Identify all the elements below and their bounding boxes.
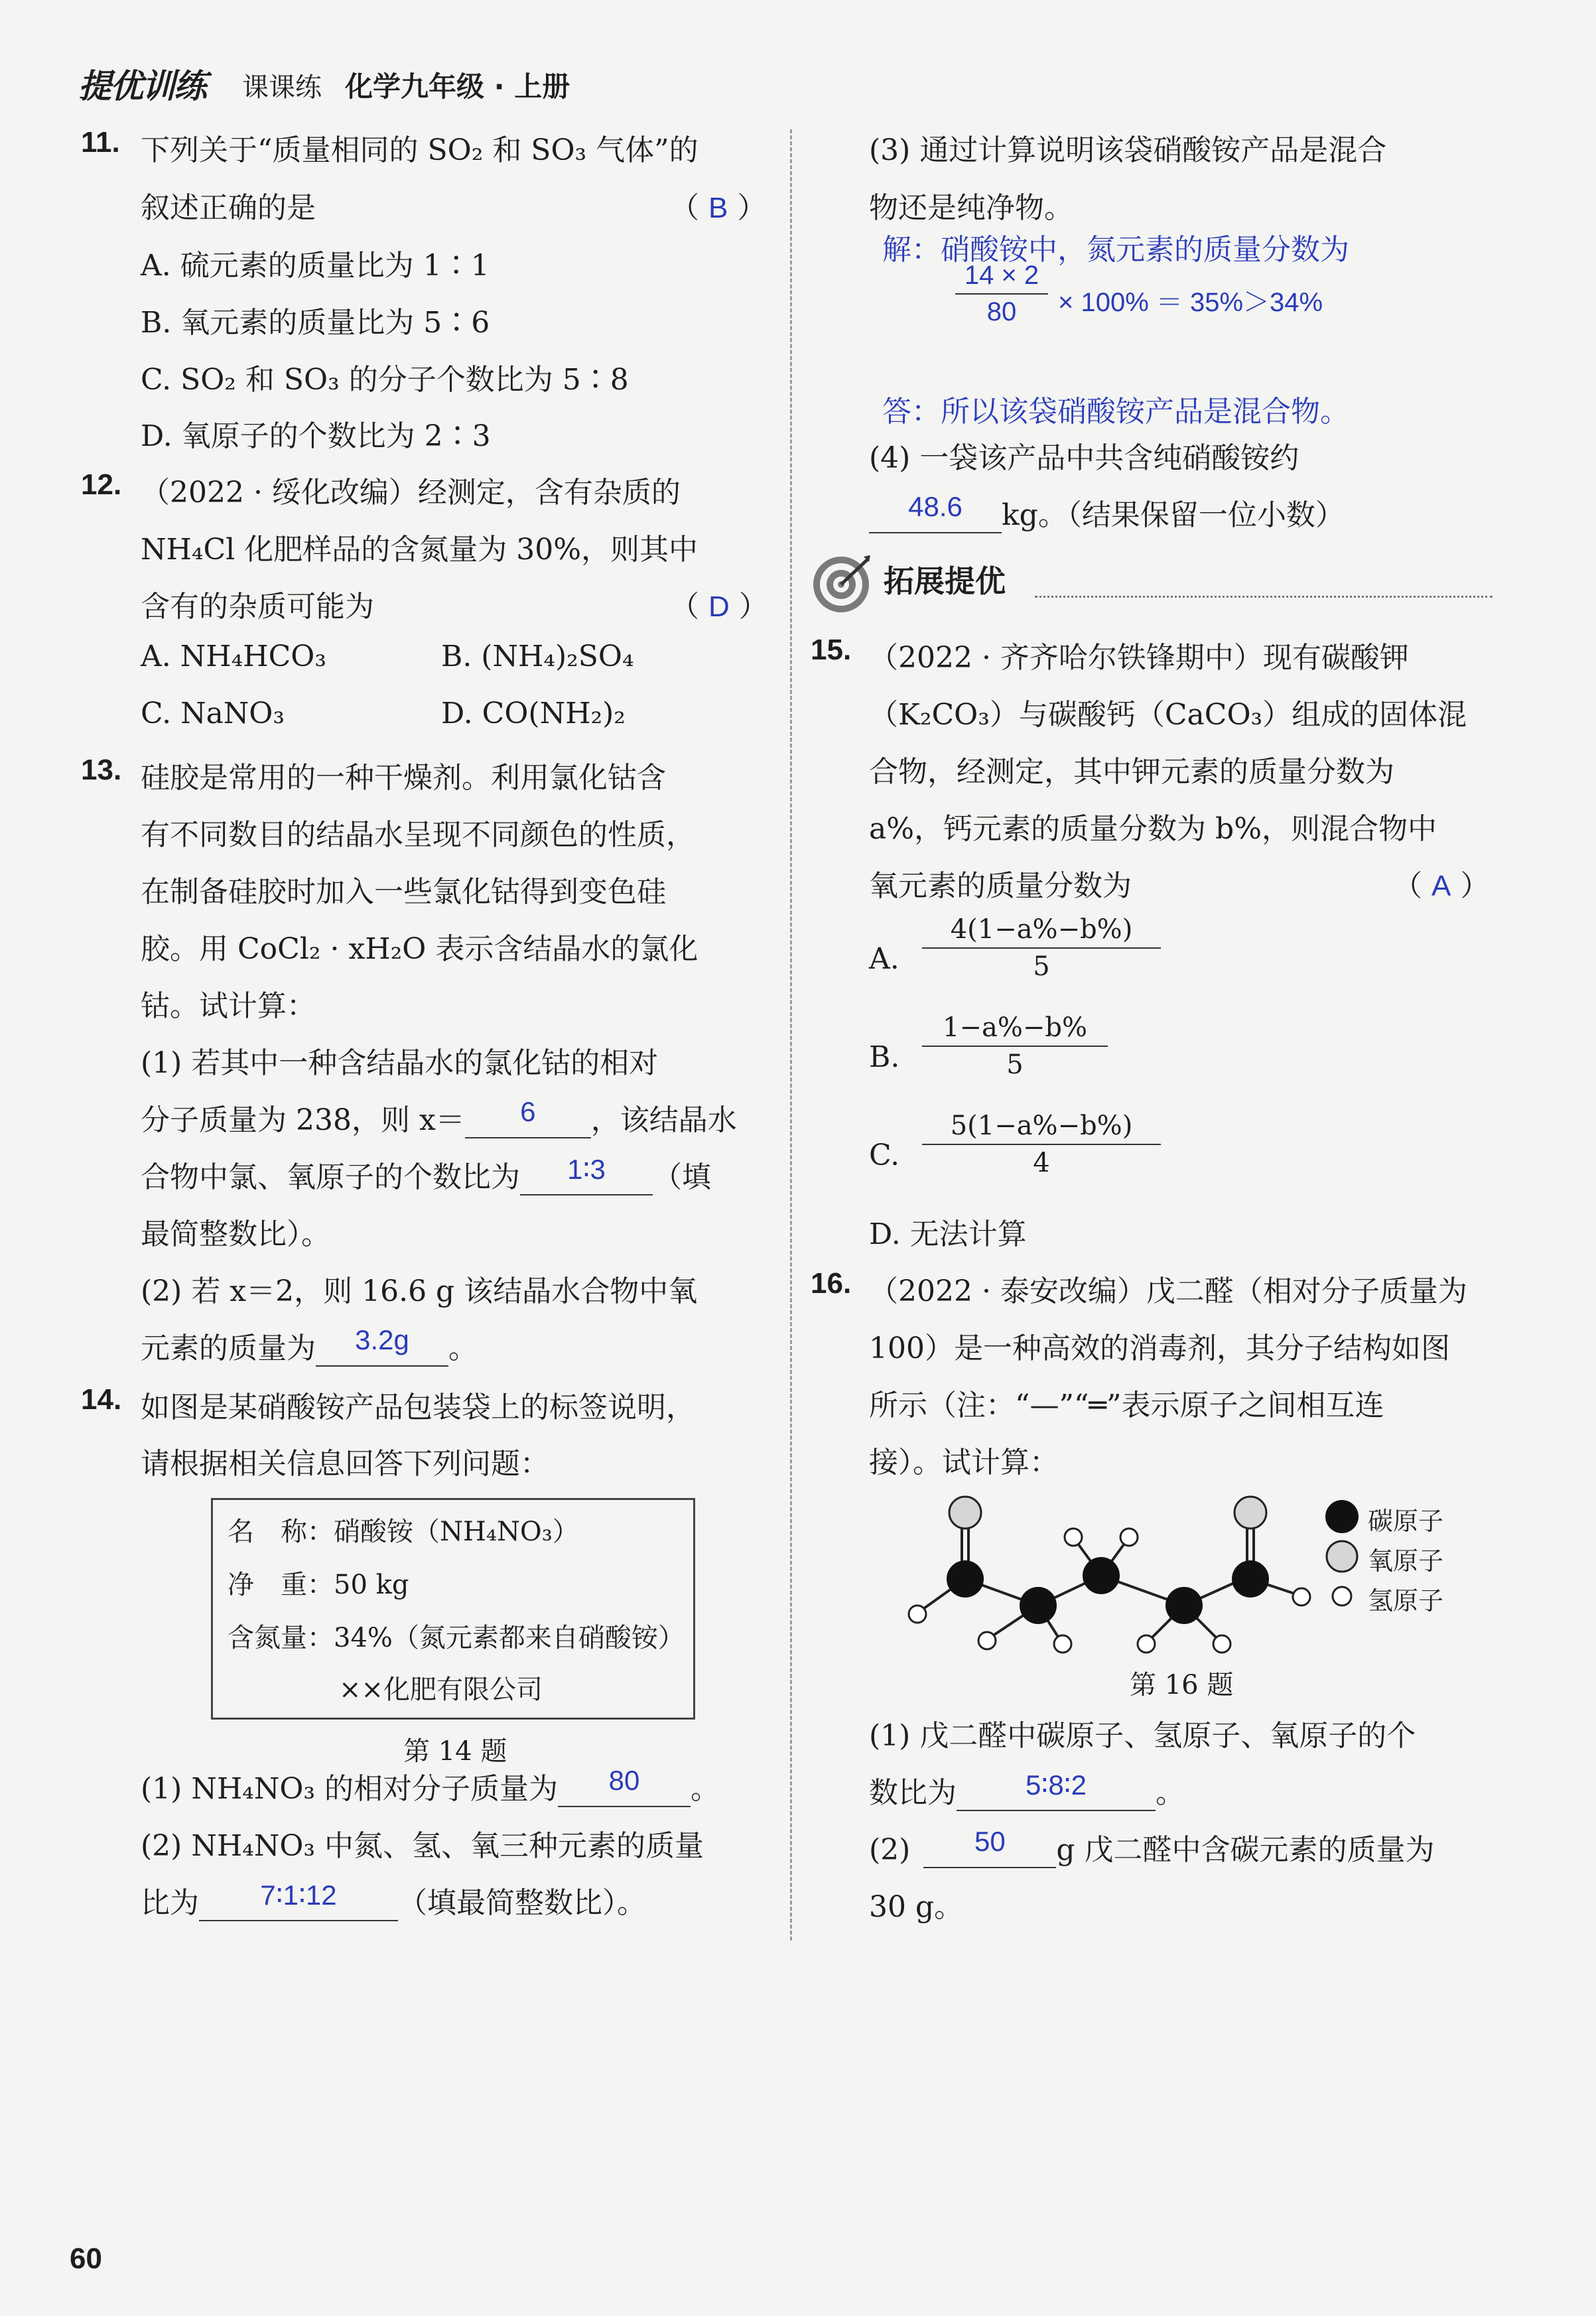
hydrogen-atom [978,1632,996,1649]
section-title: 拓展提优 [884,563,1006,599]
option-b: B. 氧元素的质量比为 5∶6 [141,306,490,340]
subquestion-2: (2) NH₄NO₃ 中氮、氢、氧三种元素的质量 [141,1829,704,1863]
question-text: 硅胶是常用的一种干燥剂。利用氯化钴含 [141,761,666,795]
answer-choice: A [1431,870,1451,902]
fraction-bar [922,1046,1108,1047]
fraction-numerator: 4(1−a%−b%) [950,914,1133,945]
text: （填 [653,1160,711,1194]
carbon-atom [947,1560,984,1598]
fraction-denominator: 5 [1006,1050,1024,1080]
answer-text: 80 [608,1765,640,1796]
molecule-diagram [899,1489,1323,1669]
text: 元素的质量为 [141,1331,316,1365]
question-text: 氧元素的质量分数为 [869,869,1132,903]
molecule-legend-icons [1323,1499,1361,1625]
text: 合物中氯、氧原子的个数比为 [141,1160,520,1194]
option-a: A. 硫元素的质量比为 1∶1 [141,249,490,283]
question-text: 含有的杂质可能为 [141,590,374,624]
question-number: 14. [81,1383,122,1416]
answer-text: 48.6 [908,491,963,522]
answer-blank [957,1769,1156,1811]
subquestion-4-line2 [869,491,1345,533]
section-rule [1035,596,1493,598]
target-icon [811,554,872,615]
answer-text: 1∶3 [567,1154,606,1185]
hydrogen-legend-icon [1333,1587,1351,1605]
subquestion-4: (4) 一袋该产品中共含纯硝酸铵约 [869,441,1299,475]
question-text: （2022 · 绥化改编）经测定，含有杂质的 [141,476,681,510]
page-number: 60 [70,2242,102,2275]
question-text: 请根据相关信息回答下列问题： [141,1447,549,1481]
answer-text: 5∶8∶2 [1026,1769,1087,1801]
carbon-atom [1020,1587,1057,1624]
question-text: 钴。试计算： [141,989,316,1023]
product-label [211,1498,695,1720]
question-text: （2022 · 泰安改编）戊二醛（相对分子质量为 [869,1274,1467,1308]
question-text: 胶。用 CoCl₂ · xH₂O 表示含结晶水的氯化 [141,932,698,966]
hydrogen-atom [1054,1635,1071,1653]
label-name: 名 称：硝酸铵（NH₄NO₃） [228,1517,579,1547]
answer-blank [869,491,1002,533]
legend-oxygen: 氧原子 [1368,1546,1444,1576]
figure-caption: 第 14 题 [403,1736,507,1767]
text: g 戊二醛中含碳元素的质量为 [1056,1833,1435,1867]
carbon-atom [1232,1560,1269,1598]
text: 。 [448,1331,478,1365]
oxygen-atom [1234,1497,1266,1529]
carbon-atom [1083,1557,1120,1594]
subquestion-2-line2 [141,1879,646,1921]
question-number: 13. [81,754,122,786]
text: 分子质量为 238，则 x＝ [141,1103,465,1137]
solution-fraction [955,261,1048,327]
question-number: 11. [81,126,120,159]
option-b-fraction [922,1012,1108,1080]
option-c-label: C. [869,1138,900,1172]
question-text: 所示（注：“—”“═”表示原子之间相互连 [869,1389,1384,1422]
question-number: 16. [811,1267,852,1300]
option-a-label: A. [869,942,899,976]
oxygen-legend-icon [1327,1541,1357,1572]
subquestion-1-line3 [141,1153,711,1195]
option-b: B. (NH₄)₂SO₄ [441,640,634,673]
fraction-bar [922,947,1161,949]
fraction-numerator: 1−a%−b% [943,1012,1087,1043]
question-text: 如图是某硝酸铵产品包装袋上的标签说明， [141,1391,695,1424]
option-c-fraction [922,1111,1161,1178]
subquestion-1-line4: 最简整数比）。 [141,1217,330,1251]
text: (2) [869,1833,911,1867]
option-c: C. NaNO₃ [141,697,285,730]
hydrogen-atom [1120,1529,1138,1546]
answer-text: 50 [974,1826,1006,1857]
question-text: 100）是一种高效的消毒剂，其分子结构如图 [869,1331,1450,1365]
carbon-atom [1165,1587,1203,1624]
question-text: 在制备硅胶时加入一些氯化钴得到变色硅 [141,875,666,909]
subquestion-3: (3) 通过计算说明该袋硝酸铵产品是混合 [869,133,1387,167]
text: （填最简整数比）。 [398,1886,646,1920]
solution-result: × 100% ＝ 35%＞34% [1058,288,1323,317]
answer-paren: （ B ） [670,191,767,225]
figure-caption: 第 16 题 [1130,1670,1234,1700]
oxygen-atom [949,1497,981,1529]
subquestion-2 [869,1826,1434,1868]
text: ，该结晶水 [590,1103,737,1137]
subquestion-1-line2 [869,1769,1185,1811]
hydrogen-atom [1213,1635,1230,1653]
text: 。 [691,1772,720,1806]
answer-choice: B [708,192,728,224]
column-divider [790,129,792,1941]
label-weight: 净 重：50 kg [228,1570,409,1600]
answer-blank [465,1096,591,1138]
question-text: （K₂CO₃）与碳酸钙（CaCO₃）组成的固体混 [869,698,1467,732]
legend-hydrogen: 氢原子 [1368,1586,1444,1615]
answer-paren: （ A ） [1393,869,1490,903]
option-d: D. 无法计算 [869,1217,1027,1251]
answer-blank [199,1879,398,1921]
answer-text: 7∶1∶12 [260,1879,337,1911]
label-company: ××化肥有限公司 [339,1674,543,1705]
question-text: 有不同数目的结晶水呈现不同颜色的性质， [141,818,695,852]
fraction-bar [955,293,1048,295]
fraction-numerator: 5(1−a%−b%) [950,1111,1133,1141]
question-number: 15. [811,634,852,666]
fraction-denominator: 4 [1033,1148,1050,1178]
subquestion-1-line2 [141,1096,737,1138]
header-subtitle: 课课练 [242,72,322,103]
subquestion-1 [141,1765,720,1807]
fraction-denominator: 5 [1033,951,1050,982]
option-d: D. 氧原子的个数比为 2∶3 [141,419,491,453]
answer-text: 3.2g [355,1324,409,1355]
fraction-numerator: 14 × 2 [964,261,1039,290]
question-number: 12. [81,468,122,501]
question-text: 接）。试计算： [869,1446,1059,1479]
subquestion-1: (1) 戊二醛中碳原子、氢原子、氧原子的个 [869,1719,1416,1753]
answer-blank [923,1826,1056,1868]
text: 比为 [141,1886,199,1920]
text: (1) NH₄NO₃ 的相对分子质量为 [141,1772,559,1806]
subquestion-2-line2 [141,1324,478,1367]
answer-text: 6 [520,1096,536,1127]
question-text: a%，钙元素的质量分数为 b%，则混合物中 [869,812,1437,846]
header-title: 化学九年级 · 上册 [345,70,570,103]
carbon-legend-icon [1325,1500,1359,1533]
text: kg。（结果保留一位小数） [1002,498,1345,532]
text: 。 [1156,1776,1185,1810]
solution-line: 解：硝酸铵中，氮元素的质量分数为 [882,234,1349,266]
answer-choice: D [708,590,730,623]
section-header [811,554,872,618]
answer-blank [558,1765,691,1807]
hydrogen-atom [1138,1635,1155,1653]
question-text: NH₄Cl 化肥样品的含氮量为 30%，则其中 [141,533,698,567]
hydrogen-atom [1293,1588,1310,1605]
answer-blank [520,1154,653,1195]
hydrogen-atom [1065,1529,1082,1546]
option-a-fraction [922,914,1161,982]
fraction-denominator: 80 [986,297,1017,326]
hydrogen-atom [909,1605,926,1623]
subquestion-2: (2) 若 x＝2，则 16.6 g 该结晶水合物中氧 [141,1274,698,1308]
option-d: D. CO(NH₂)₂ [441,697,626,730]
subquestion-1: (1) 若其中一种含结晶水的氯化钴的相对 [141,1046,659,1080]
subquestion-2-line2: 30 g。 [869,1890,964,1924]
question-text: 下列关于“质量相同的 SO₂ 和 SO₃ 气体”的 [141,133,698,167]
legend-carbon: 碳原子 [1368,1507,1444,1536]
brand-logo: 提优训练 [78,67,206,105]
question-text: 叙述正确的是 [141,191,316,225]
option-a: A. NH₄HCO₃ [141,640,327,673]
option-c: C. SO₂ 和 SO₃ 的分子个数比为 5∶8 [141,363,629,397]
subquestion-3-line2: 物还是纯净物。 [869,191,1073,225]
text: 数比为 [869,1776,957,1810]
answer-blank [316,1324,448,1367]
option-b-label: B. [869,1040,900,1074]
question-text: （2022 · 齐齐哈尔铁锋期中）现有碳酸钾 [869,641,1409,675]
label-nitrogen: 含氮量：34%（氮元素都来自硝酸铵） [228,1623,685,1653]
fraction-bar [922,1144,1161,1145]
solution-conclusion: 答：所以该袋硝酸铵产品是混合物。 [882,395,1349,428]
question-text: 合物，经测定，其中钾元素的质量分数为 [869,755,1394,789]
answer-paren: （ D ） [670,590,768,624]
